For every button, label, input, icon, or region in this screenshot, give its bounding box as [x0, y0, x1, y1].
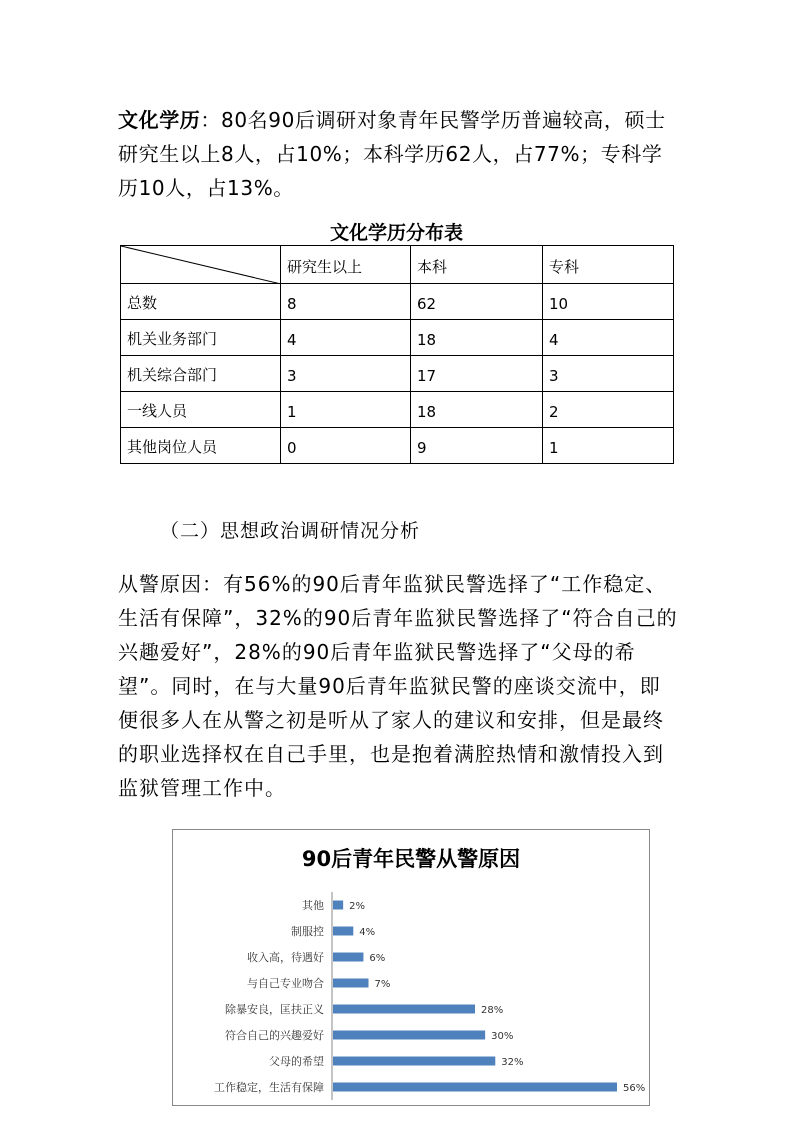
- bar: [333, 927, 353, 936]
- section-heading: （二）思想政治调研情况分析: [160, 520, 421, 542]
- reasons-chart: [172, 829, 650, 1106]
- table-cell: 2: [543, 392, 674, 428]
- chart-marks: [214, 892, 645, 1100]
- table-cell: 1: [281, 392, 411, 428]
- table-title: 文化学历分布表: [329, 222, 463, 244]
- table-cell: 4: [281, 320, 411, 356]
- category-label: 收入高，待遇好: [247, 951, 324, 964]
- table-cell: 18: [411, 392, 543, 428]
- table-cell: 8: [281, 284, 411, 320]
- category-label: 工作稳定，生活有保障: [214, 1081, 324, 1094]
- category-label: 与自己专业吻合: [247, 977, 324, 990]
- category-label: 除暴安良，匡扶正义: [225, 1003, 324, 1016]
- bar: [333, 1005, 475, 1014]
- data-label: 32%: [501, 1057, 524, 1068]
- table-row: [121, 428, 674, 464]
- table-cell: 17: [411, 356, 543, 392]
- bar: [333, 1083, 617, 1092]
- column-header: 专科: [543, 246, 674, 284]
- row-label: 总数: [121, 284, 281, 320]
- education-lead: 文化学历: [118, 108, 201, 132]
- category-label: 符合自己的兴趣爱好: [225, 1029, 324, 1042]
- table-cell: 62: [411, 284, 543, 320]
- table-cell: 1: [543, 428, 674, 464]
- table-cell: 3: [281, 356, 411, 392]
- data-label: 28%: [481, 1005, 504, 1016]
- column-header: 研究生以上: [281, 246, 411, 284]
- data-label: 30%: [491, 1031, 514, 1042]
- table-cell: 10: [543, 284, 674, 320]
- row-label: 其他岗位人员: [121, 428, 281, 464]
- table-corner-cell: [121, 246, 281, 284]
- chart-title: 90后青年民警从警原因: [301, 847, 521, 871]
- bar: [333, 901, 343, 910]
- category-label: 其他: [302, 899, 324, 912]
- table-cell: 9: [411, 428, 543, 464]
- data-label: 4%: [359, 927, 376, 938]
- body-paragraph: 从警原因：有56%的90后青年监狱民警选择了“工作稳定、生活有保障”，32%的90后青年监狱民警选择了“符合自己的兴趣爱好”，28%的90后青年监狱民警选择了“父母的希望”。同时，在与大量90后青年监狱民警的座谈交流中，即便很多人在从警之初是听从了家人的建议和安排，但是最终的职业选择权在自己手里，也是抱着满腔热情和激情投入到监狱管理工作中。: [118, 572, 678, 800]
- row-label: 一线人员: [121, 392, 281, 428]
- table-row: [121, 284, 674, 320]
- education-paragraph: [118, 103, 678, 205]
- column-header: 本科: [411, 246, 543, 284]
- data-label: 7%: [374, 979, 391, 990]
- bar: [333, 953, 363, 962]
- row-label: 机关业务部门: [121, 320, 281, 356]
- table-cell: 18: [411, 320, 543, 356]
- data-label: 6%: [369, 953, 386, 964]
- bar: [333, 1031, 485, 1040]
- table-cell: 3: [543, 356, 674, 392]
- table-cell: 0: [281, 428, 411, 464]
- bar: [333, 1057, 495, 1066]
- table-cell: 4: [543, 320, 674, 356]
- data-label: 56%: [623, 1083, 646, 1094]
- table-header-row: [121, 246, 674, 284]
- table-row: [121, 392, 674, 428]
- row-label: 机关综合部门: [121, 356, 281, 392]
- table-row: [121, 320, 674, 356]
- chart-canvas: [173, 830, 649, 1105]
- table-row: [121, 356, 674, 392]
- bar: [333, 979, 369, 988]
- education-text: ：80名90后调研对象青年民警学历普遍较高，硕士研究生以上8人，占10%；本科学历62人，占77%；专科学历10人，占13%。: [118, 108, 666, 200]
- data-label: 2%: [349, 901, 366, 912]
- education-table: [120, 245, 674, 464]
- category-label: 父母的希望: [269, 1055, 324, 1068]
- category-label: 制服控: [291, 925, 324, 938]
